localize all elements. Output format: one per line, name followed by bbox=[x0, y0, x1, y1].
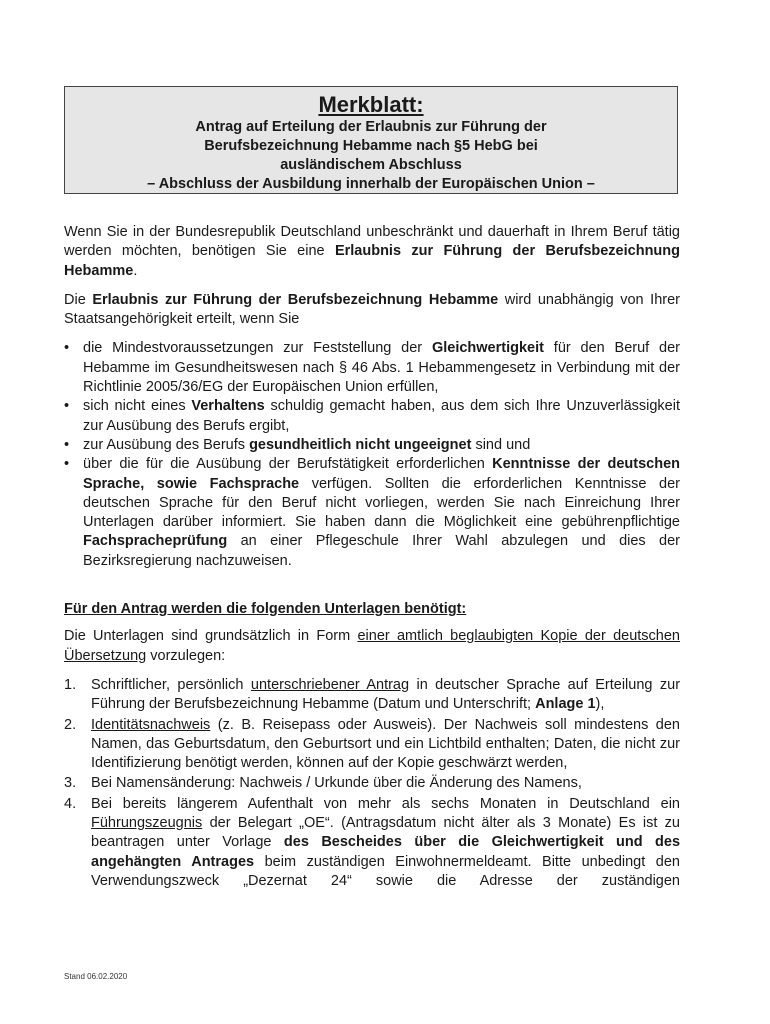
text-run: in deutscher Sprache auf Erteilung zur Führung der Berufsbezeichnung Hebamme (Datum und Unterschrift; bbox=[91, 676, 681, 713]
text-run: an einer Pflegeschule Ihrer Wahl abzulegen und dies der Bezirksregierung nachzuweisen. bbox=[83, 533, 680, 569]
bullet: • bbox=[64, 398, 70, 415]
text-run: sind und bbox=[475, 436, 531, 453]
text-run: über die für die Ausübung der Berufstätigkeit erforderlichen bbox=[83, 456, 485, 473]
text-run: Die bbox=[64, 291, 86, 308]
underlined-text: einer amtlich beglaubigten Kopie der deutschen Übersetzung bbox=[64, 628, 680, 664]
title-box bbox=[64, 86, 678, 194]
text-run: zur Ausübung des Berufs bbox=[83, 436, 246, 453]
list-item bbox=[64, 436, 680, 455]
intro-paragraph-1 bbox=[64, 223, 680, 281]
item-number: 1. bbox=[64, 676, 77, 693]
subtitle-line-2: Berufsbezeichnung Hebamme nach §5 HebG bei bbox=[204, 138, 538, 154]
footer-date: Stand 06.02.2020 bbox=[64, 972, 128, 981]
underlined-text: Führungszeugnis bbox=[91, 815, 203, 832]
bold-text: Anlage 1 bbox=[535, 696, 596, 713]
underlined-text: unterschriebener Antrag bbox=[250, 676, 410, 693]
bold-text: Kenntnisse der deutschen Sprache, sowie Fachsprache bbox=[83, 456, 680, 492]
section-heading: Für den Antrag werden die folgenden Unterlagen benötigt: bbox=[64, 601, 467, 618]
list-item bbox=[64, 795, 680, 891]
item-number: 2. bbox=[64, 716, 77, 733]
text-run: ), bbox=[595, 696, 605, 713]
bullet: • bbox=[64, 340, 70, 357]
text-run: Schriftlicher, persönlich bbox=[91, 676, 244, 693]
documents-list bbox=[64, 676, 680, 891]
text-run: schuldig gemacht haben, aus dem sich Ihre Unzuverlässigkeit zur Ausübung des Berufs ergibt, bbox=[83, 398, 680, 434]
list-item bbox=[64, 397, 680, 436]
document-title: Merkblatt: bbox=[318, 92, 424, 117]
text-run: Die Unterlagen sind grundsätzlich in Form bbox=[64, 628, 351, 645]
list-item bbox=[64, 774, 680, 793]
bullet: • bbox=[64, 456, 70, 473]
text-run: wird unabhängig von Ihrer Staatsangehörigkeit erteilt, wenn Sie bbox=[64, 291, 680, 328]
text-run: . bbox=[133, 262, 138, 279]
subtitle-line-4: – Abschluss der Ausbildung innerhalb der Europäischen Union – bbox=[147, 176, 595, 192]
document-body bbox=[64, 223, 680, 892]
text-run: Bei bereits längerem Aufenthalt von mehr als sechs Monaten in Deutschland ein bbox=[91, 795, 680, 812]
list-item bbox=[64, 676, 680, 715]
text-run: beim zuständigen Einwohnermeldeamt. Bitte unbedingt den Verwendungszweck „Dezernat 24“ sowie die Adresse der zuständigen bbox=[91, 853, 680, 889]
bold-text: gesundheitlich nicht ungeeignet bbox=[249, 436, 472, 453]
item-number: 4. bbox=[64, 795, 77, 812]
text-run: der Belegart „OE“. (Antragsdatum nicht älter als 3 Monate) Es ist zu beantragen unter Vorlage bbox=[91, 815, 680, 851]
underlined-text: Identitätsnachweis bbox=[91, 716, 211, 733]
bold-text: Erlaubnis zur Führung der Berufsbezeichnung Hebamme bbox=[64, 243, 680, 279]
text-run: sich nicht eines bbox=[83, 398, 186, 415]
bold-text: des Bescheides über die Gleichwertigkeit und des angehängten Antrages bbox=[91, 834, 681, 870]
subtitle-line-3: ausländischem Abschluss bbox=[280, 157, 462, 173]
text-run: vorzulegen: bbox=[150, 647, 226, 664]
text-run: für den Beruf der Hebamme im Gesundheitswesen nach § 46 Abs. 1 Hebammengesetz in Verbindung mit der Richtlinie 2005/36/EG der Europäischen Union erfüllen, bbox=[83, 340, 680, 396]
item-number: 3. bbox=[64, 775, 77, 792]
list-item bbox=[64, 455, 680, 571]
subtitle-line-1: Antrag auf Erteilung der Erlaubnis zur Führung der bbox=[195, 119, 547, 135]
list-item bbox=[64, 716, 680, 774]
text-run: die Mindestvoraussetzungen zur Feststellung der bbox=[83, 340, 423, 357]
docs-intro bbox=[64, 627, 680, 666]
text-run: verfügen. Sollten die erforderlichen Kenntnisse der deutschen Sprache für den Beruf nicht vorliegen, werden Sie nach Einreichung Ihrer Unterlagen darüber informiert. Sie haben dann die Möglichkeit eine gebührenpflichtige bbox=[83, 475, 680, 531]
list-item bbox=[64, 339, 680, 397]
bold-text: Verhaltens bbox=[191, 398, 265, 415]
text-run: Wenn Sie in der Bundesrepublik Deutschland unbeschränkt und dauerhaft in Ihrem Beruf tätig werden möchten, benötigen Sie eine bbox=[64, 224, 680, 260]
intro-paragraph-2 bbox=[64, 291, 680, 330]
bullet: • bbox=[64, 436, 70, 453]
bold-text: Fachspracheprüfung bbox=[83, 533, 228, 550]
text-run: (z. B. Reisepass oder Ausweis). Der Nachweis soll mindestens den Namen, das Geburtsdatum, den Geburtsort und ein Lichtbild enthalten; Daten, die nicht zur Identifizierung benötigt werden, können auf der Kopie geschwärzt werden, bbox=[91, 716, 681, 772]
bold-text: Erlaubnis zur Führung der Berufsbezeichnung Hebamme bbox=[92, 291, 499, 308]
conditions-list bbox=[64, 339, 680, 571]
bold-text: Gleichwertigkeit bbox=[431, 340, 544, 357]
text-run: Bei Namensänderung: Nachweis / Urkunde über die Änderung des Namens, bbox=[91, 775, 582, 792]
